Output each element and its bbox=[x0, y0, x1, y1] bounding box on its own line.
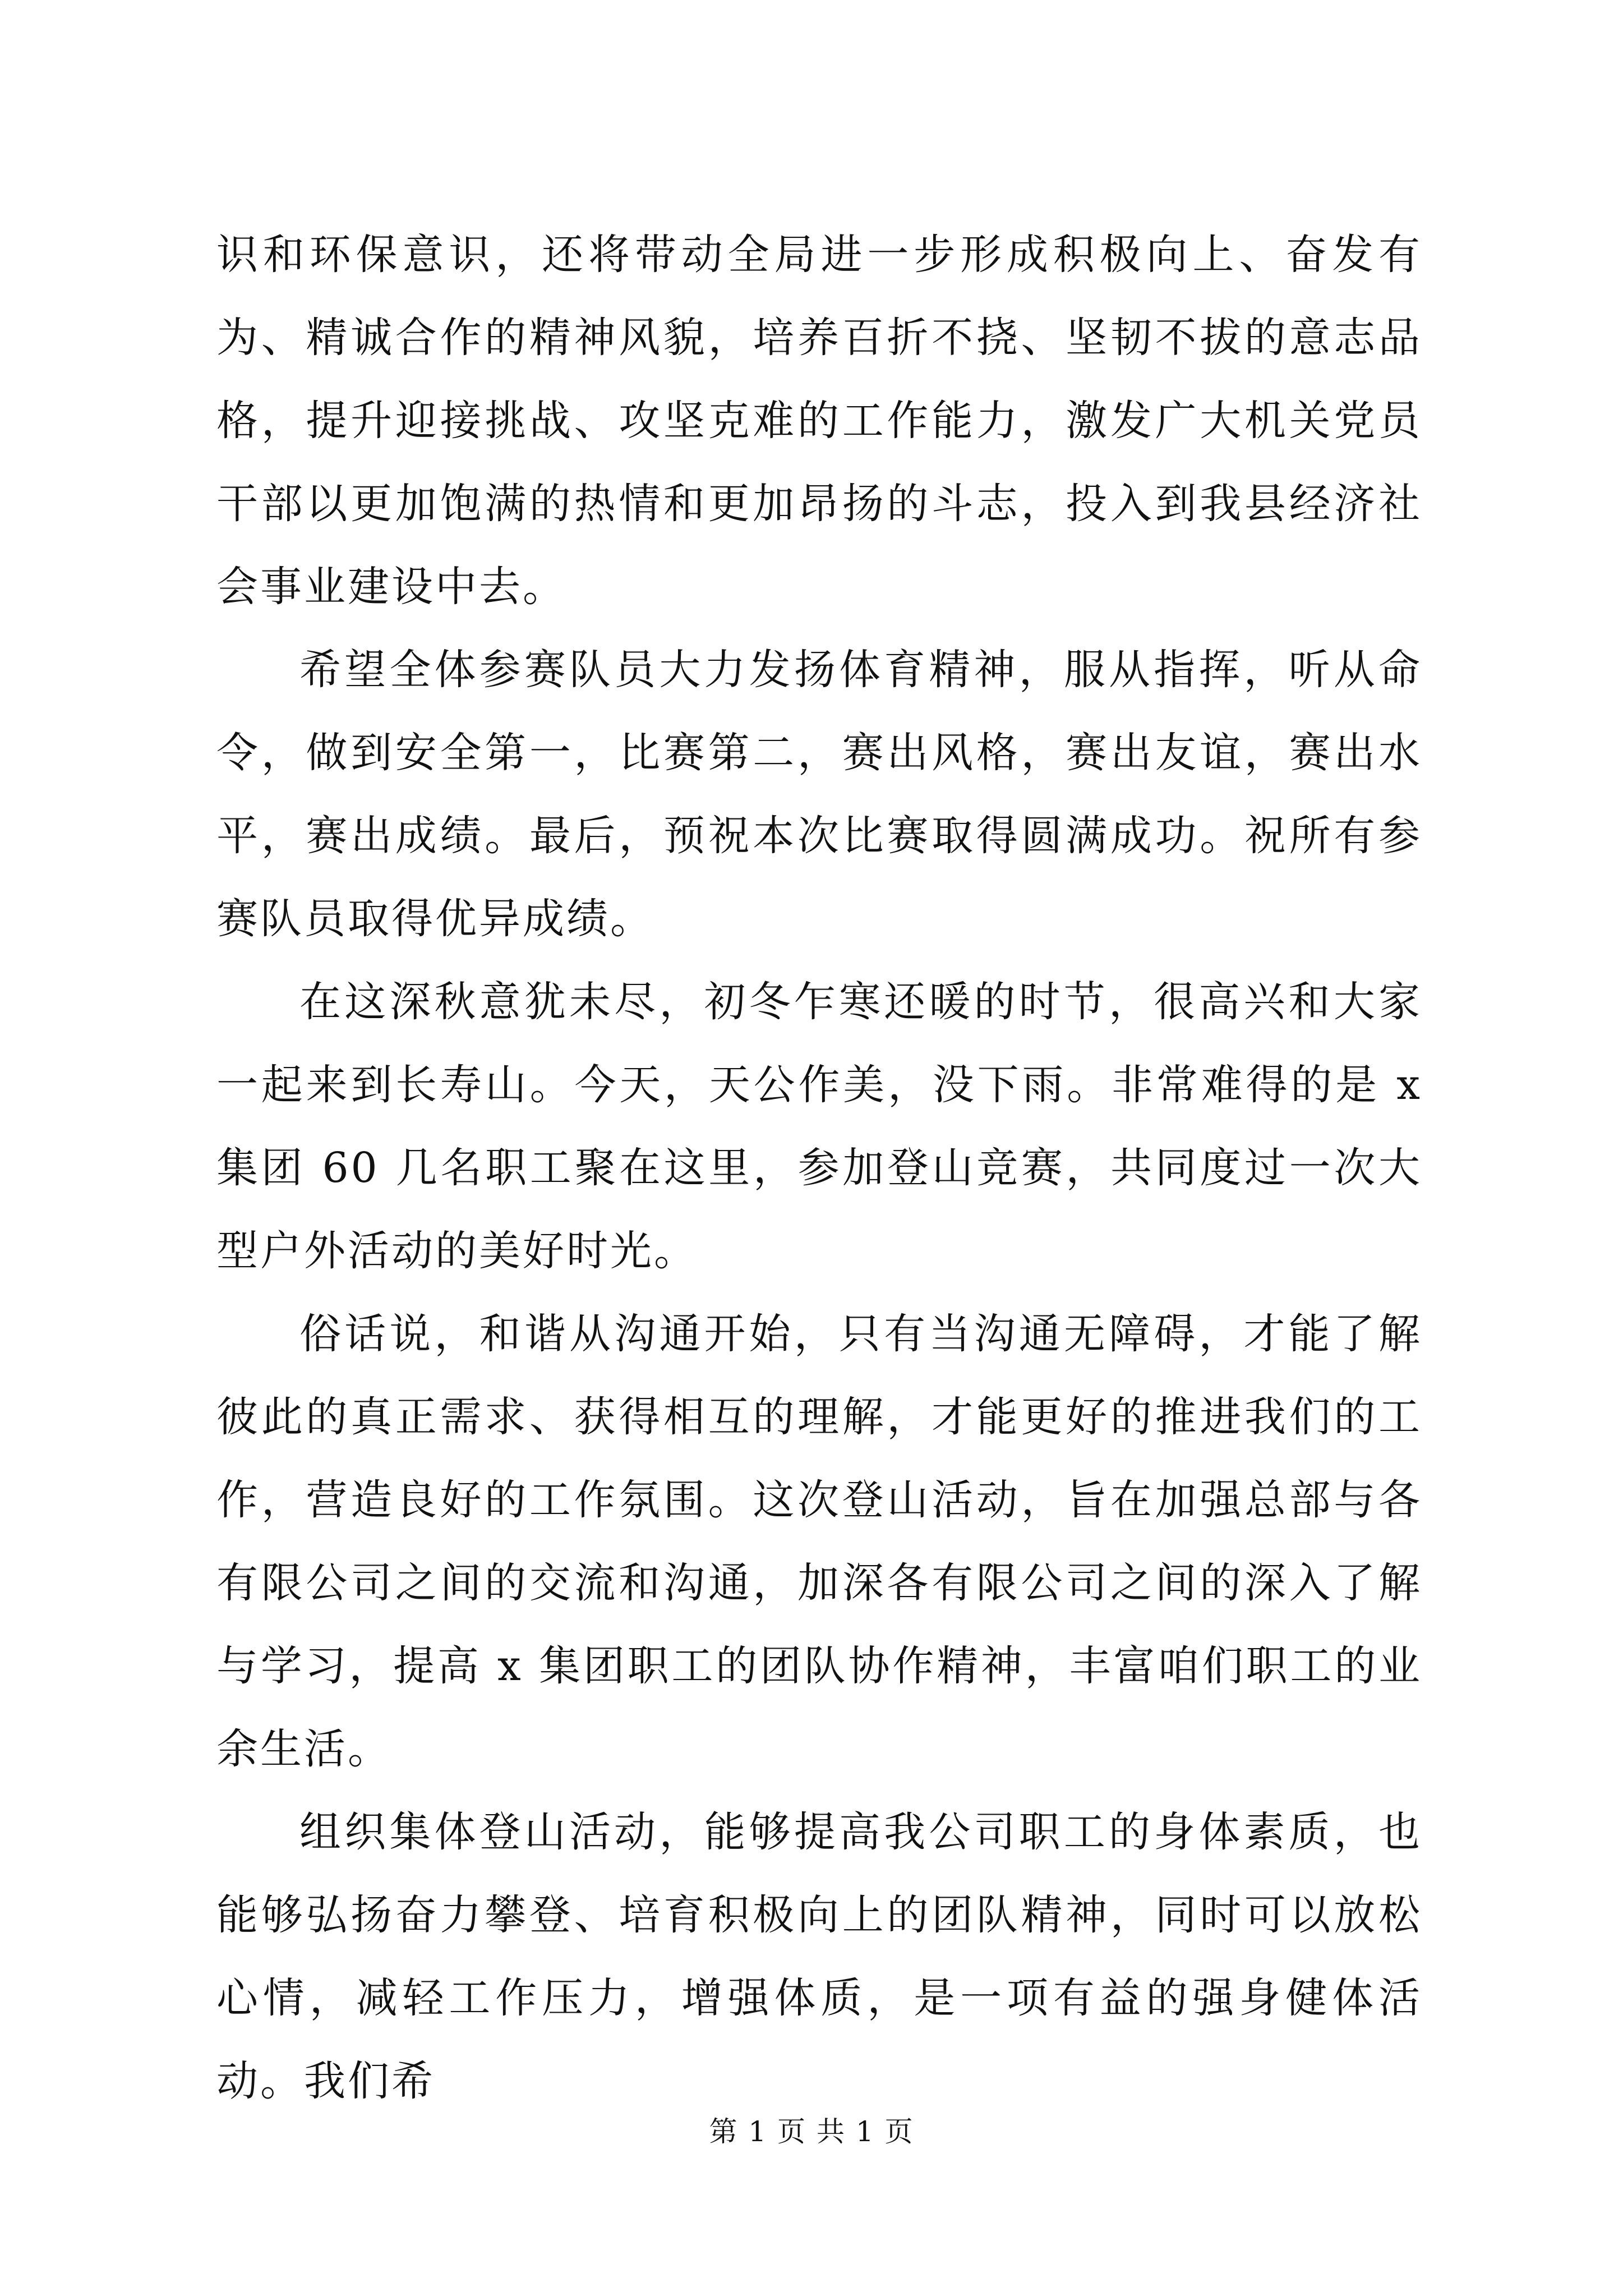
paragraph-opening-remarks: 在这深秋意犹未尽，初冬乍寒还暖的时节，很高兴和大家一起来到长寿山。今天，天公作美，没下雨。非常难得的是 x 集团 60 几名职工聚在这里，参加登山竞赛，共同度过一次大型户外活动的美好时光。 bbox=[216, 978, 1422, 1275]
paragraph-continuation: 识和环保意识，还将带动全局进一步形成积极向上、奋发有为、精诚合作的精神风貌，培养百折不挠、坚韧不拔的意志品格，提升迎接挑战、攻坚克难的工作能力，激发广大机关党员干部以更加饱满的热情和更加昂扬的斗志，投入到我县经济社会事业建设中去。 bbox=[216, 231, 1422, 611]
page-number-footer: 第 1 页 共 1 页 bbox=[709, 2115, 914, 2148]
paragraph-activity-purpose: 组织集体登山活动，能够提高我公司职工的身体素质，也能够弘扬奋力攀登、培育积极向上的团队精神，同时可以放松心情，减轻工作压力，增强体质，是一项有益的强身健体活动。我们希 bbox=[216, 1808, 1422, 2105]
paragraph-team-wishes: 希望全体参赛队员大力发扬体育精神，服从指挥，听从命令，做到安全第一，比赛第二，赛出风格，赛出友谊，赛出水平，赛出成绩。最后，预祝本次比赛取得圆满成功。祝所有参赛队员取得优异成绩。 bbox=[216, 646, 1422, 943]
paragraph-communication: 俗话说，和谐从沟通开始，只有当沟通无障碍，才能了解彼此的真正需求、获得相互的理解，才能更好的推进我们的工作，营造良好的工作氛围。这次登山活动，旨在加强总部与各有限公司之间的交流和沟通，加深各有限公司之间的深入了解与学习，提高 x 集团职工的团队协作精神，丰富咱们职工的业余生活。 bbox=[216, 1310, 1422, 1773]
document-body bbox=[216, 213, 1422, 2123]
